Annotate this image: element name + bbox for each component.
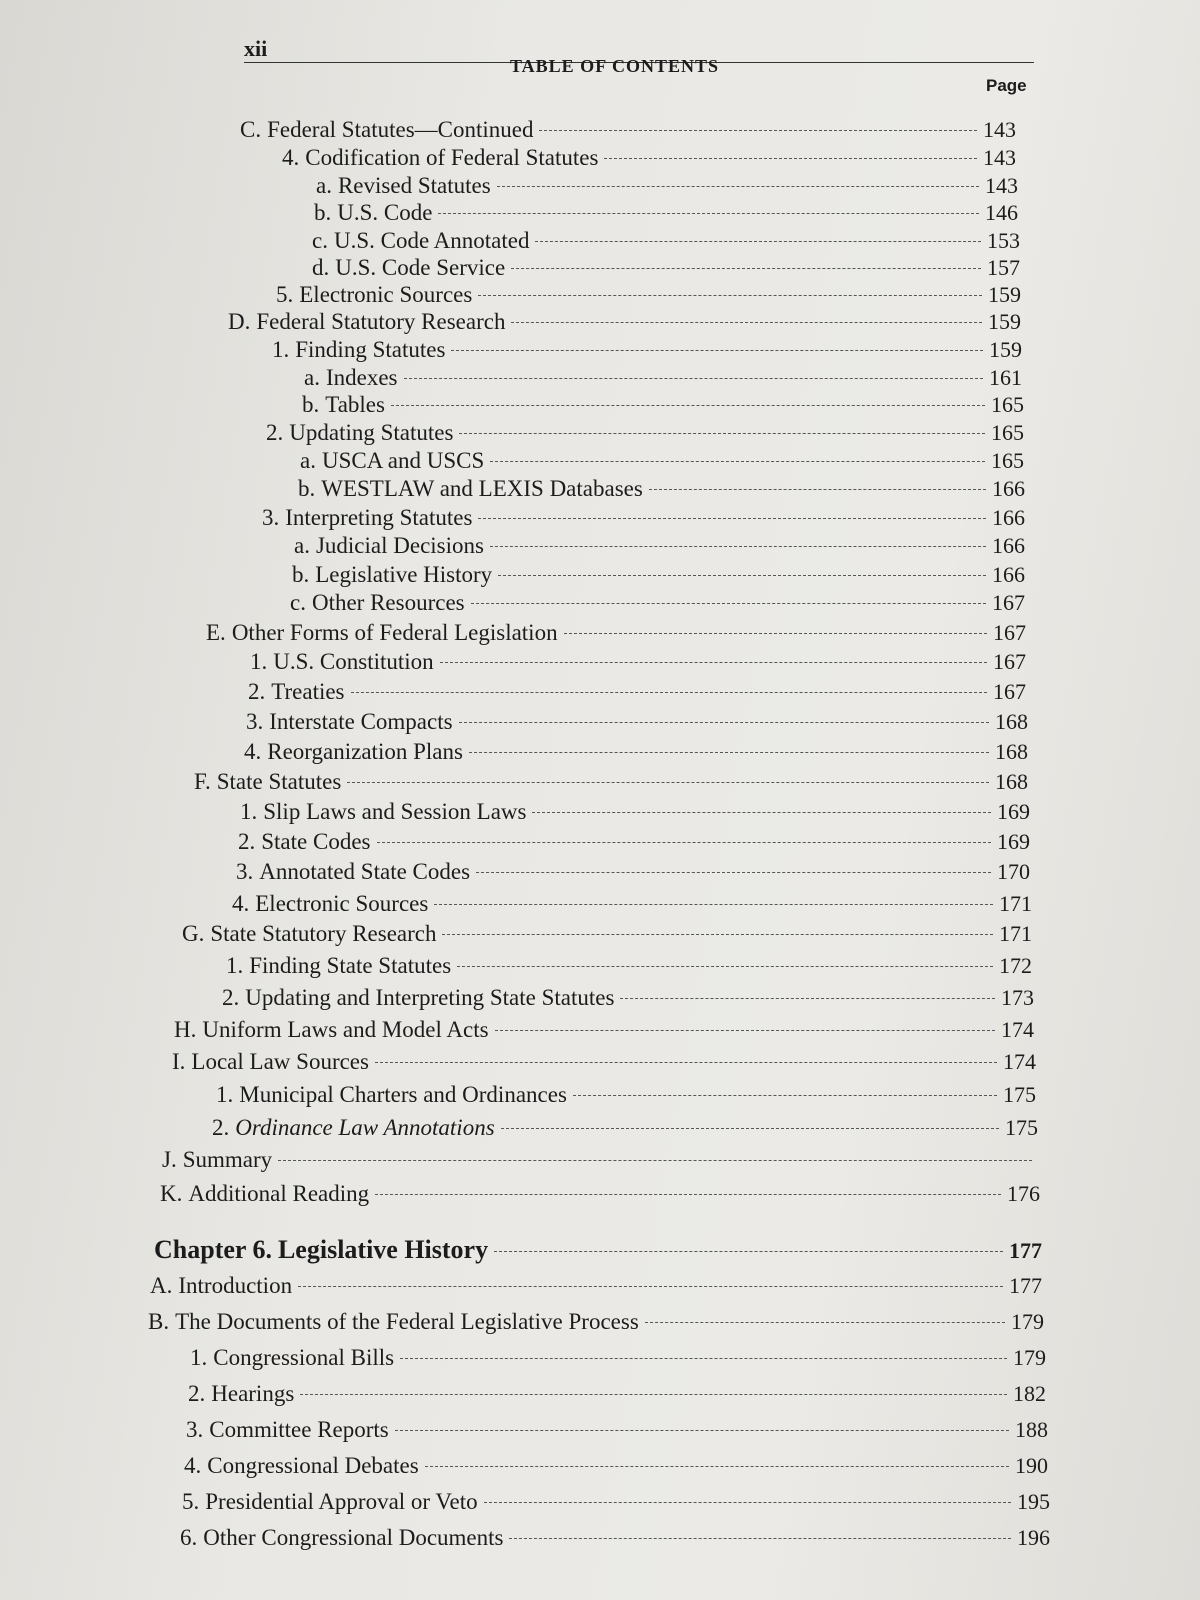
page-column-label: Page (986, 76, 1027, 95)
toc-entry[interactable]: 2. Hearings 182 (188, 1381, 1046, 1406)
toc-entry[interactable]: I. Local Law Sources 174 (172, 1049, 1036, 1074)
toc-entry[interactable]: 5. Presidential Approval or Veto 195 (182, 1489, 1050, 1514)
toc-entry[interactable]: 4. Electronic Sources 171 (232, 891, 1032, 916)
toc-entry[interactable]: 5. Electronic Sources 159 (276, 282, 1021, 307)
toc-entry[interactable]: 2. Updating and Interpreting State Statutes 173 (222, 985, 1034, 1010)
toc-entry[interactable]: K. Additional Reading 176 (160, 1181, 1040, 1206)
toc-entry[interactable]: 4. Codification of Federal Statutes 143 (282, 145, 1016, 170)
toc-entry[interactable]: 1. Finding Statutes 159 (272, 337, 1022, 362)
page-number: xii (244, 36, 268, 61)
toc-entry[interactable]: B. The Documents of the Federal Legislative Process 179 (148, 1309, 1044, 1334)
toc-entry[interactable]: 1. Congressional Bills 179 (190, 1345, 1046, 1370)
toc-entry[interactable]: 1. Municipal Charters and Ordinances 175 (216, 1082, 1036, 1107)
toc-entry[interactable]: 6. Other Congressional Documents 196 (180, 1525, 1050, 1550)
toc-entry[interactable]: 3. Annotated State Codes 170 (236, 859, 1030, 884)
toc-entry[interactable]: a. Indexes 161 (304, 365, 1022, 390)
toc-entry[interactable]: 3. Committee Reports 188 (186, 1417, 1048, 1442)
toc-entry[interactable]: 2. Updating Statutes 165 (266, 420, 1024, 445)
toc-entry[interactable]: a. Revised Statutes 143 (316, 173, 1018, 198)
toc-entry[interactable]: c. Other Resources 167 (290, 590, 1025, 615)
toc-entry[interactable]: a. Judicial Decisions 166 (294, 533, 1025, 558)
toc-entry[interactable]: E. Other Forms of Federal Legislation 167 (206, 620, 1026, 645)
toc-entry[interactable]: J. Summary (162, 1146, 1038, 1174)
toc-entry[interactable]: 3. Interpreting Statutes 166 (262, 505, 1025, 530)
toc-entry[interactable]: G. State Statutory Research 171 (182, 921, 1032, 946)
toc-entry[interactable]: F. State Statutes 168 (194, 769, 1028, 794)
toc-entry[interactable]: 4. Reorganization Plans 168 (244, 739, 1028, 764)
toc-entry[interactable]: b. WESTLAW and LEXIS Databases 166 (298, 476, 1025, 501)
toc-entry[interactable]: b. Tables 165 (302, 392, 1024, 417)
toc-entry[interactable]: D. Federal Statutory Research 159 (228, 309, 1021, 334)
toc-entry[interactable]: A. Introduction 177 (150, 1273, 1042, 1298)
toc-entry[interactable]: 3. Interstate Compacts 168 (246, 709, 1028, 734)
toc-entry[interactable]: c. U.S. Code Annotated 153 (312, 228, 1020, 253)
toc-entry[interactable]: 2. Treaties 167 (248, 679, 1026, 704)
toc-entry[interactable]: 2. Ordinance Law Annotations 175 (212, 1115, 1038, 1140)
toc-chapter-entry[interactable]: Chapter 6. Legislative History 177 (154, 1235, 1042, 1264)
toc-entry[interactable]: 2. State Codes 169 (238, 829, 1030, 854)
toc-entry[interactable]: b. U.S. Code 146 (314, 200, 1018, 225)
page-title: TABLE OF CONTENTS (510, 56, 720, 76)
toc-entry[interactable]: a. USCA and USCS 165 (300, 448, 1024, 473)
toc-entry[interactable]: 1. Finding State Statutes 172 (226, 953, 1032, 978)
toc-entry[interactable]: C. Federal Statutes—Continued 143 (240, 117, 1016, 142)
toc-entry[interactable]: 1. Slip Laws and Session Laws 169 (240, 799, 1030, 824)
toc-entry[interactable]: b. Legislative History 166 (292, 562, 1025, 587)
toc-entry[interactable]: d. U.S. Code Service 157 (312, 255, 1020, 280)
toc-entry[interactable]: 1. U.S. Constitution 167 (250, 649, 1026, 674)
toc-entry[interactable]: 4. Congressional Debates 190 (184, 1453, 1048, 1478)
toc-entry[interactable]: H. Uniform Laws and Model Acts 174 (174, 1017, 1034, 1042)
